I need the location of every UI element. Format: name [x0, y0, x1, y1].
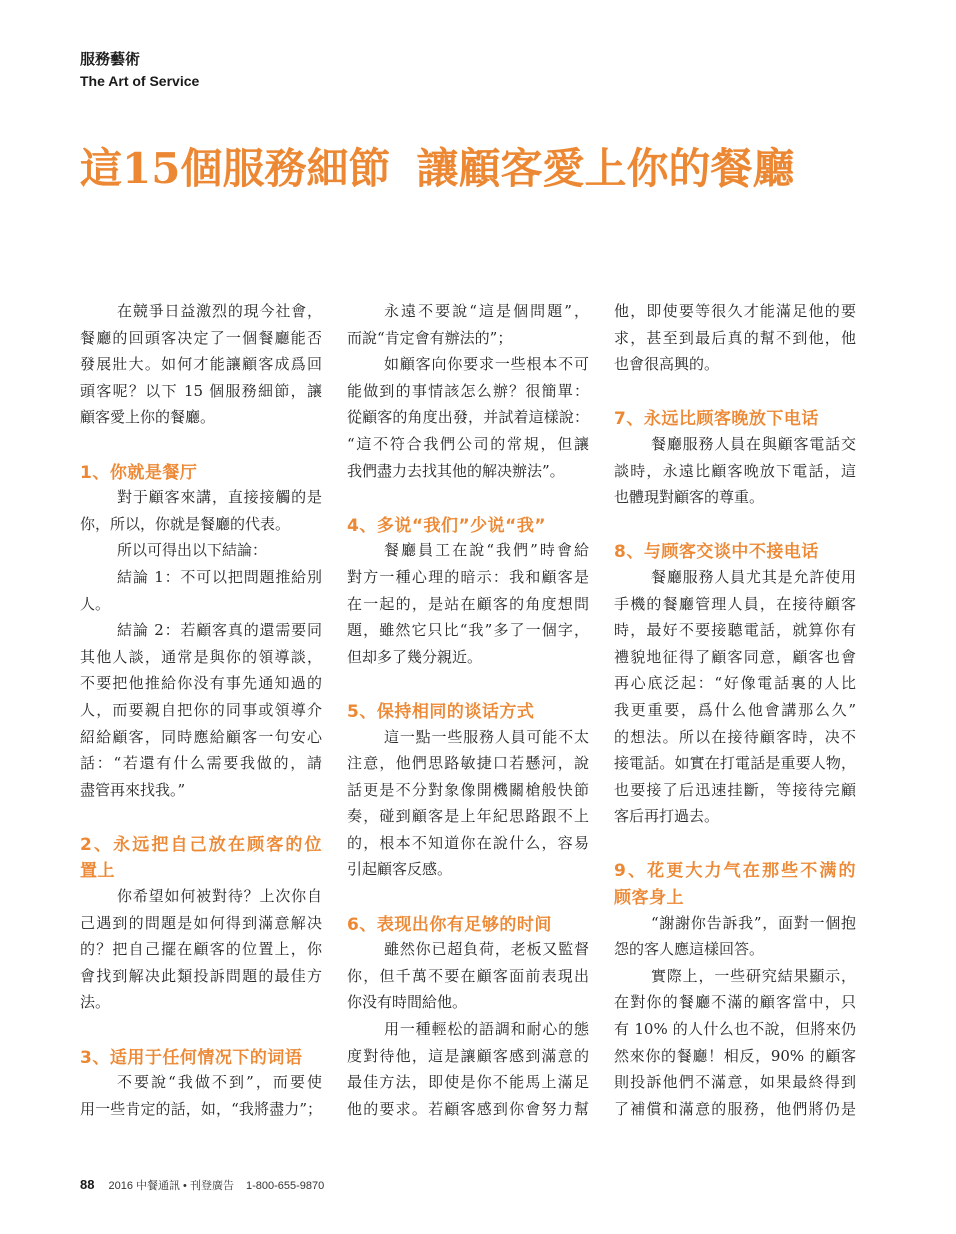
text-line: 手機的餐廳管理人員，在接待顧客 [614, 594, 856, 613]
text-line: 奏，碰到顧客是上年紀思路跟不上 [347, 807, 589, 826]
text-line: 時，最好不要接聽電話，就算你有 [614, 621, 856, 640]
text-line: 注意，他們思路敏捷口若懸河，說 [347, 754, 589, 773]
section-heading [80, 1045, 322, 1072]
text-line: 餐廳員工在說“我們”時會給 [384, 541, 589, 560]
body-paragraph [614, 298, 856, 378]
body-paragraph [80, 484, 322, 537]
text-line: 對方一種心理的暗示：我和顧客是 [347, 567, 589, 586]
heading-line: 3、适用于任何情况下的词语 [80, 1047, 303, 1068]
text-line: 餐廳服務人員尤其是允許使用 [651, 567, 856, 586]
text-line: 而說“肯定會有辦法的”； [347, 328, 513, 347]
body-paragraph [80, 617, 322, 803]
text-line: 怨的客人應這樣回答。 [614, 940, 765, 959]
text-line: 用一些肯定的話，如，“我將盡力”； [80, 1099, 322, 1118]
text-line: 禮貌地征得了顧客同意，顧客也會 [614, 647, 856, 666]
text-line: 的？把自己擺在顧客的位置上，你 [80, 940, 322, 959]
text-line: 談時，永遠比顧客晚放下電話，這 [614, 461, 856, 480]
body-paragraph [80, 537, 322, 564]
text-line: 用一種輕松的語調和耐心的態 [384, 1020, 589, 1039]
text-line: 的想法。所以在接待顧客時，决不 [614, 727, 856, 746]
text-line: 話：“若還有什么需要我做的，請 [80, 754, 322, 773]
text-line: 的，根本不知道你在說什么，容易 [347, 833, 589, 852]
text-line: 你没有時間給他。 [347, 993, 468, 1012]
body-paragraph [614, 564, 856, 830]
section-heading [614, 539, 856, 566]
text-line: 如顧客向你要求一些根本不可 [384, 355, 589, 374]
text-line: 再心底泛起：“好像電話裏的人比 [614, 674, 856, 693]
text-line: 你，但千萬不要在顧客面前表現出 [347, 966, 589, 985]
text-line: 引起顧客反感。 [347, 860, 453, 879]
text-line: 從顧客的角度出發，并試着這樣說： [347, 408, 589, 427]
text-line: 度對待他，這是讓顧客感到滿意的 [347, 1046, 589, 1065]
page-footer [80, 1177, 324, 1193]
heading-line: 1、你就是餐厅 [80, 462, 198, 483]
text-line: 頭客呢？以下 15 個服務細節，讓 [80, 381, 322, 400]
text-line: 盡管再來找我。” [80, 780, 186, 799]
section-heading [347, 699, 589, 726]
article-title [80, 143, 794, 195]
text-line: 最佳方法，即使是你不能馬上滿足 [347, 1073, 589, 1092]
text-line: 紹給顧客，同時應給顧客一句安心 [80, 727, 322, 746]
text-line: 題，雖然它只比“我”多了一個字， [347, 621, 589, 640]
text-line: 你希望如何被對待？上次你自 [117, 887, 322, 906]
text-line: 也體現對顧客的尊重。 [614, 488, 765, 507]
text-line: 在對你的餐廳不滿的顧客當中，只 [614, 993, 856, 1012]
text-line: 人，而要親自把你的同事或領導介 [80, 700, 322, 719]
text-line: 我更重要，爲什么他會講那么久” [614, 700, 856, 719]
section-heading [614, 406, 856, 433]
text-line: 也要接了后迅速挂斷，等接待完顧 [614, 780, 856, 799]
section-heading [614, 858, 856, 911]
text-line: “這不符合我們公司的常規，但讓 [347, 434, 589, 453]
section-heading [80, 832, 322, 885]
body-paragraph [347, 298, 589, 351]
text-line: 人。 [80, 594, 111, 613]
body-paragraph [80, 883, 322, 1016]
article-title-part: 這15個服務細節 [80, 144, 391, 193]
body-paragraph [347, 724, 589, 884]
body-paragraph [80, 1069, 322, 1122]
text-column-3 [614, 298, 856, 1122]
heading-line: 8、与顾客交谈中不接电话 [614, 542, 819, 563]
text-line: 其他人談，通常是與你的領導談， [80, 647, 322, 666]
body-paragraph [347, 537, 589, 670]
section-label-english: The Art of Service [80, 73, 200, 89]
body-paragraph [80, 564, 322, 617]
text-line: 則投訴他們不滿意，如果最終得到 [614, 1073, 856, 1092]
text-line: 有 10% 的人什么也不說，但將來仍 [614, 1020, 856, 1039]
text-line: 雖然你已超負荷，老板又監督 [384, 940, 589, 959]
text-line: 永遠不要說“這是個問題”， [384, 302, 589, 320]
text-line: 結論 1：不可以把問題推給別 [117, 567, 322, 586]
text-line: 但却多了幾分親近。 [347, 647, 483, 666]
text-line: 己遇到的問題是如何得到滿意解决 [80, 913, 322, 932]
section-label: 服務藝術 [80, 50, 141, 68]
text-column-1 [80, 298, 322, 1122]
text-line: 我們盡力去找其他的解决辦法”。 [347, 461, 565, 480]
text-line: 對于顧客來講，直接接觸的是 [117, 488, 322, 507]
text-line: 餐廳的回頭客决定了一個餐廳能否 [80, 328, 322, 347]
text-line: 他的要求。若顧客感到你會努力幫 [347, 1099, 589, 1118]
text-line: 在競爭日益激烈的現今社會， [117, 302, 322, 320]
text-line: 在一起的，是站在顧客的角度想問 [347, 594, 589, 613]
text-line: 話更是不分對象像開機關槍般快節 [347, 780, 589, 799]
text-line: 也會很高興的。 [614, 355, 720, 374]
heading-line: 4、多说“我们”少说“我” [347, 515, 547, 536]
text-line: 客后再打過去。 [614, 807, 720, 826]
heading-line: 顾客身上 [614, 888, 684, 909]
body-paragraph [614, 431, 856, 511]
body-paragraph [347, 1016, 589, 1122]
text-line: 顧客愛上你的餐廳。 [80, 408, 216, 427]
heading-line: 置上 [80, 861, 115, 882]
text-line: 你，所以，你就是餐廳的代表。 [80, 514, 291, 533]
body-paragraph [347, 936, 589, 1016]
text-line: 這一點一些服務人員可能不太 [384, 727, 589, 746]
body-paragraph [614, 963, 856, 1123]
section-heading [347, 513, 589, 540]
text-line: 能做到的事情該怎么辦？很簡單： [347, 381, 589, 400]
text-line: 不要把他推給你没有事先通知過的 [80, 674, 322, 693]
heading-line: 7、永远比顾客晚放下电话 [614, 409, 819, 430]
page-number: 88 [80, 1177, 95, 1192]
section-heading [80, 460, 322, 487]
text-line: 求，甚至到最后真的幫不到他，他 [614, 328, 856, 347]
text-line: 實際上，一些研究結果顯示， [651, 966, 856, 985]
text-line: 了補償和滿意的服務，他們將仍是 [614, 1099, 856, 1118]
text-line: 法。 [80, 993, 111, 1012]
text-line: 發展壯大。如何才能讓顧客成爲回 [80, 355, 322, 374]
text-line: 接電話。如實在打電話是重要人物， [614, 754, 856, 773]
text-line: 他，即使要等很久才能滿足他的要 [614, 302, 856, 320]
section-heading [347, 912, 589, 939]
body-paragraph [347, 351, 589, 484]
body-paragraph [80, 298, 322, 431]
text-line: 然來你的餐廳！相反，90% 的顧客 [614, 1046, 856, 1065]
heading-line: 2、永远把自己放在顾客的位 [80, 834, 322, 855]
footer-publication: 2016 中餐通訊 • 刊登廣告 [108, 1180, 234, 1192]
article-title-part: 讓顧客愛上你的餐廳 [416, 144, 795, 193]
heading-line: 6、表现出你有足够的时间 [347, 914, 552, 935]
text-line: 結論 2：若顧客真的還需要同 [117, 621, 322, 640]
text-line: 餐廳服務人員在與顧客電話交 [651, 434, 856, 453]
footer-phone: 1-800-655-9870 [245, 1180, 325, 1192]
text-column-2 [347, 298, 589, 1122]
heading-line: 9、花更大力气在那些不满的 [614, 861, 856, 882]
text-line: “謝謝你告訴我”，面對一個抱 [651, 913, 856, 932]
text-line: 會找到解决此類投訴問題的最佳方 [80, 966, 322, 985]
heading-line: 5、保持相同的谈话方式 [347, 701, 535, 722]
text-line: 不要說“我做不到”，而要使 [117, 1073, 322, 1092]
body-paragraph [614, 910, 856, 963]
text-line: 所以可得出以下結論： [117, 541, 268, 560]
